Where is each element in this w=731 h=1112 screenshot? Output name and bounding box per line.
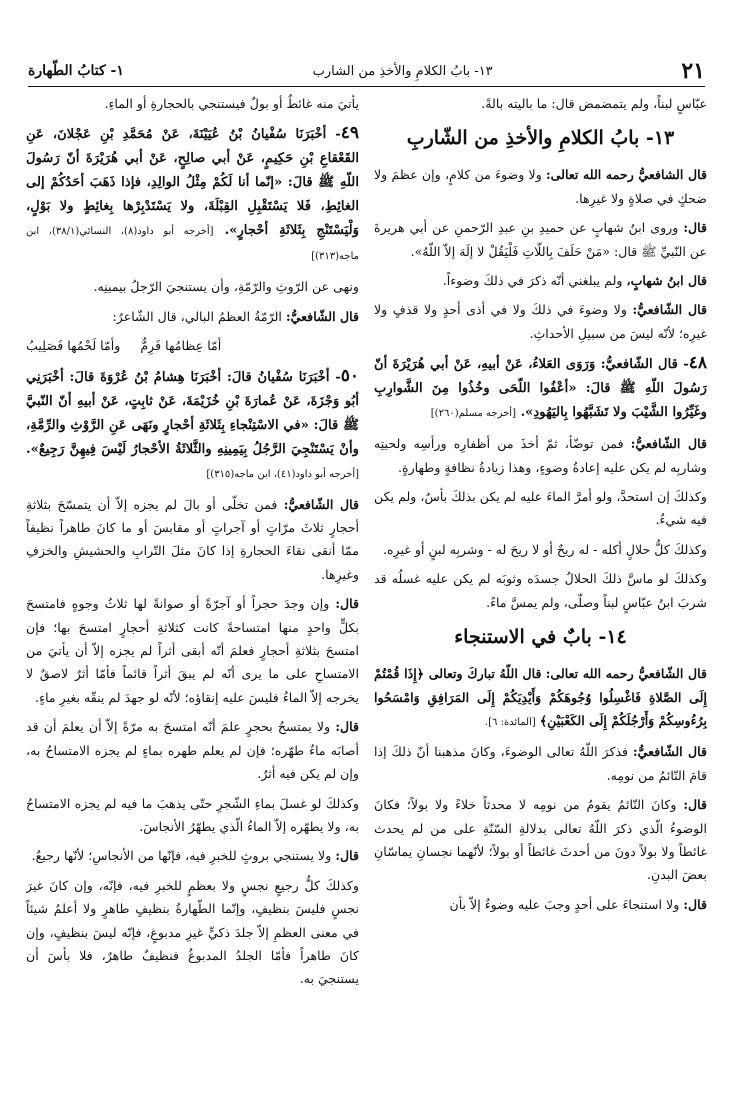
right-column	[374, 92, 707, 1096]
paragraph	[26, 592, 359, 709]
verse-first-half: أمّا عِظامُها فَرِمٌّ	[140, 338, 222, 354]
poetry-verse	[26, 334, 359, 357]
paragraph	[26, 715, 359, 785]
paragraph	[374, 163, 707, 210]
paragraph: عبّاسٍ لبناً، ولم يتمضمض قال: ما باليته بالةً.	[481, 96, 707, 111]
paragraph	[374, 216, 707, 263]
paragraph	[374, 432, 707, 479]
paragraph-text: ولا استنجاءَ على أحدٍ وجبَ عليه وضوءٌ إلاّ بأن	[449, 896, 680, 912]
speaker-lead: قال:	[683, 896, 707, 912]
speaker-lead: قال:	[683, 797, 707, 813]
paragraph: وكذلكَ لو ماسَّ ذلكَ الحلالُ جسدَه وثوبَه لم يكن عليه غسلُه قد شربَ ابنُ عبّاسٍ لبناً وصلّى، ولم يمسَّ ماءً.	[374, 571, 707, 610]
book-title: ١- كتابُ الطّهارة	[28, 63, 124, 79]
paragraph-text: وروى ابنُ شهابٍ عن حميدِ بنِ عبدِ الرّحمنِ عن أبي هريرةَ عن النّبيِّ ﷺ قال: «مَنْ حَلَفَ بِاللّاتِ فَلْيَقُلْ لا إلَهَ إلاّ اللّهُ».	[374, 220, 707, 259]
hadith-number: ٤٨	[688, 353, 707, 374]
speaker-lead: قال:	[683, 220, 707, 236]
paragraph-text: ولا وضوءَ من كلامٍ، وإن عظمَ ولا ضحكٍ في صلاةٍ ولا غيرِها.	[374, 167, 707, 206]
paragraph	[374, 893, 707, 916]
paragraph	[374, 740, 707, 787]
quran-verse: قال اللّهُ تباركَ وتعالى ﴿إِذَا قُمْتُمْ إِلَى الصَّلاةِ فَاغْسِلُوا وُجُوهَكُمْ وَأَيْدِيَكُمْ إِلَى المَرَافِقِ وَامْسَحُوا بِرُءُوسِكُمْ وَأَرْجُلَكُمْ إِلَى الكَعْبَيْنِ﴾	[374, 666, 707, 728]
paragraph-text: وكانَ النّائمُ يقومُ من نومِه لا محدثاً خلاءً ولا بولاً؛ فكانَ الوضوءُ الّذي ذكرَ اللّهُ تعالى بدلالةِ السّنّةِ على من لم يحدث غائطاً ولا بولاً دونَ من أحدثَ غائطاً أو بولاً؛ لأنّهما نجسانِ يماسّانِ بعضَ البدنِ.	[374, 797, 707, 883]
chapter-heading-14: ١٤- بابٌ في الاستنجاء	[454, 626, 627, 649]
hadith-reference: [أخرجه مسلم(٢٦٠)]	[430, 408, 516, 420]
paragraph-text: وإن وجدَ حجراً أو آجرّةً أو صوانةً لها ثلاثُ وجوهٍ فامتسحَ بكلٍّ واحدٍ منها امتساحةً كانت كثلاثةِ أحجارٍ امتسحَ بها؛ فإن امتسحَ بثلاثةِ أحجارٍ فعلمَ أنّه أبقى أثراً لم يجزه إلاّ أن يأتيَ من الامتساحِ على ما يرى أنّه لم يبقَ أثراً قائماً فأمّا أثرٌ لاصقٌ لا يخرجه إلاّ الماءُ فليسَ عليه إنقاؤه؛ لأنّه لو جهدَ لم ينقّه بغيرِ ماءٍ.	[26, 596, 359, 705]
hadith-text: - أخْبَرَنَا سُفْيانُ قالَ: أخْبَرَنَا هِشامُ بْنُ عُرْوَةَ قالَ: أخْبَرَنِي أبُو وَجْزَةَ، عَنْ عُمارَةَ بْنِ خُزَيْمَةَ، عَنْ ثابِتٍ، عَنْ أبيهِ أنّ النّبيَّ ﷺ قالَ: «في الاسْتِنْجاءِ بِثَلاثَةِ أحْجارٍ ونَهَى عَنِ الرَّوْثِ والرِّمَّةِ، وأنْ يَسْتَنْجِيَ الرَّجُلُ بِيَمِينِهِ والثَّلاثَةُ الأحْجارُ لَيْسَ فِيهِنَّ رَجِيعٌ».	[26, 369, 359, 457]
running-title: ١٣- بابُ الكلامِ والأخذِ من الشارب	[312, 63, 493, 79]
paragraph-text: ولا يمتسحُ بحجرٍ علمَ أنّه امتسحَ به مرّةً إلاّ أن يعلمَ أن قد أصابَه ماءٌ طهّره؛ فإن لم يعلم طهره بماءٍ لم يجزه الامتساحُ به، وإن لم يكن فيه أثرٌ.	[26, 719, 359, 782]
paragraph	[26, 493, 359, 587]
hadith-number: ٤٩	[340, 123, 359, 144]
left-column	[26, 92, 359, 1096]
hadith-49	[26, 121, 359, 269]
hadith-number: ٥٠	[340, 365, 359, 386]
paragraph-text: ولا يستنجي بروثٍ للخبرِ فيه، فإنّها من الأنجاسِ؛ لأنّها رجيعٌ.	[31, 848, 332, 864]
speaker-lead: قال الشّافعيُّ:	[630, 436, 707, 452]
speaker-lead: قال ابنُ شهابٍ،	[626, 273, 707, 289]
paragraph	[374, 269, 707, 292]
paragraph-text: ولم يبلغني أنّه ذكرَ في ذلكَ وضوءاً.	[442, 273, 623, 289]
chapter-heading-13: ١٣- بابُ الكلامِ والأخذِ من الشّاربِ	[406, 127, 675, 150]
page-header	[28, 58, 705, 87]
hadith-text: - قال الشّافعيُّ: وَرَوَى العَلاءُ، عَنْ أبيهِ، عَنْ أبي هُرَيْرَةَ أنّ رَسُولَ اللّهِ ﷺ قالَ: «أعْفُوا اللّحَى وخُذُوا مِنَ الشَّوارِبِ وغَيِّرُوا الشَّيْبَ ولا تَشَبَّهُوا بِاليَهُودِ».	[374, 357, 707, 421]
paragraph: يأتيَ منه غائطٌ أو بولٌ فيستنجي بالحجارةِ أو الماءِ.	[104, 96, 359, 111]
paragraph-text: فمن توضّأ، ثمّ أخذَ من أظفارِه ورأسِه ولحيتِه وشاربِه لم يكن عليه إعادةُ وضوءٍ، وهذا زيادةُ نظافةٍ وطهارةٍ.	[374, 436, 707, 475]
paragraph-text: الرّمّةُ العظمُ البالي، قال الشّاعرُ:	[112, 308, 282, 324]
speaker-lead: قال الشّافعيُّ:	[283, 496, 359, 512]
paragraph	[26, 305, 359, 328]
speaker-lead: قال الشّافعيُّ:	[632, 302, 707, 318]
paragraph	[374, 298, 707, 345]
paragraph: وكذلكَ لو غسلَ بماءِ الشّجرِ حتّى يذهبَ ما فيه لم يجزه الامتساحُ به، ولا يطهّره إلاّ الماءُ الّذي يطهّرُ الأنجاسَ.	[26, 795, 359, 834]
paragraph-text: ولا وضوءَ في ذلكَ ولا في أذى أحدٍ ولا قذفٍ ولا غيرِه؛ لأنّه ليسَ من سبيلِ الأحداثِ.	[374, 302, 707, 341]
paragraph-text: فمن تخلّى أو بالَ لم يجزه إلاّ أن يتمسّحَ بثلاثةِ أحجارٍ ثلاثَ مرّاتٍ أو آجراتٍ أو مقابسَ أو ما كانَ طاهراً نظيفاً ممّا أنقى نقاءَ الحجارةِ إذا كانَ مثلَ التّرابِ والحشيشِ والخزفِ وغيرِها.	[26, 496, 359, 582]
paragraph: ونهى عن الرّوثِ والرّمّةِ، وأن يستنجيَ الرّجلُ بيمينِه.	[93, 279, 359, 295]
speaker-lead: قال الشافعيُّ رحمه الله تعالى:	[546, 167, 707, 183]
hadith-reference: [أخرجه أبو داود(٨)، النسائي(٣٨/١)، ابن ماجه(٣١٣)]	[26, 226, 359, 263]
paragraph	[26, 844, 359, 867]
hadith-48	[374, 351, 707, 426]
paragraph	[374, 662, 707, 734]
speaker-lead: قال الشّافعيُّ:	[633, 744, 707, 760]
speaker-lead: قال:	[335, 596, 359, 612]
hadith-reference: [أخرجه أبو داود(٤١)، ابن ماجه(٣١٥)]	[206, 468, 359, 480]
verse-reference: [المائدة: ٦].	[484, 716, 536, 728]
speaker-lead: قال الشّافعيُّ:	[285, 308, 359, 324]
speaker-lead: قال:	[335, 719, 359, 735]
verse-second-half: وأمّا لَحْمُها فَصَلِيبُ	[26, 338, 121, 354]
speaker-lead: قال:	[335, 848, 359, 864]
paragraph: وكذلكَ إن استحدَّ، ولو أمرَّ الماءَ عليه لم يكن بذلكَ بأسٌ، ولم يكن فيه شيءٌ.	[374, 489, 707, 528]
speaker-lead: قال الشّافعيُّ رحمه الله تعالى:	[545, 666, 707, 682]
hadith-50	[26, 364, 359, 487]
paragraph: وكذلكَ كلُّ رجيعٍ نجسٍ ولا بعظمٍ للخبرِ فيه، فإنّه، وإن كانَ غيرَ نجسٍ فليسَ بنظيفٍ، وإنّما الطّهارةُ بنظيفٍ طاهرٍ ولا أعلمُ شيئاً في معنى العظمِ إلاّ جلدَ ذكيٍّ غيرِ مدبوغٍ، فإنّه ليسَ بنظيفٍ، وإن كانَ طاهراً فأمّا الجلدُ المدبوغُ فنظيفٌ طاهرٌ، فلا بأسَ أن يستنجيَ به.	[26, 877, 359, 987]
hadith-text: - أخْبَرَنَا سُفْيانُ بْنُ عُيَيْنَةَ، عَنْ مُحَمَّدِ بْنِ عَجْلانَ، عَنِ القَعْقاعِ بْنِ حَكِيمٍ، عَنْ أبي صالِحٍ، عَنْ أبي هُرَيْرَةَ أنّ رَسُولَ اللّهِ ﷺ قالَ: «إنّما أنا لَكُمْ مِثْلُ الوالِدِ، فإذا ذَهَبَ أحَدُكُمْ إلى الغائِطِ، فَلا يَسْتَقْبِلِ القِبْلَةَ، ولا يَسْتَدْبِرْها بِغائِطٍ ولا بَوْلٍ، وَلْيَسْتَنْجِ بِثَلاثَةِ أحْجارٍ».	[26, 127, 359, 239]
paragraph	[374, 793, 707, 887]
paragraph: وكذلكَ كلُّ حلالٍ أكله - له ريحٌ أو لا ريحَ له - وشربِه لبنٍ أو غيرِه.	[382, 541, 707, 557]
page-number: ٢١	[681, 58, 705, 84]
paragraph-text: فذكرَ اللّهُ تعالى الوضوءَ، وكانَ مذهبنا أنّ ذلكَ إذا قامَ النّائمُ من نومِه.	[374, 744, 707, 783]
